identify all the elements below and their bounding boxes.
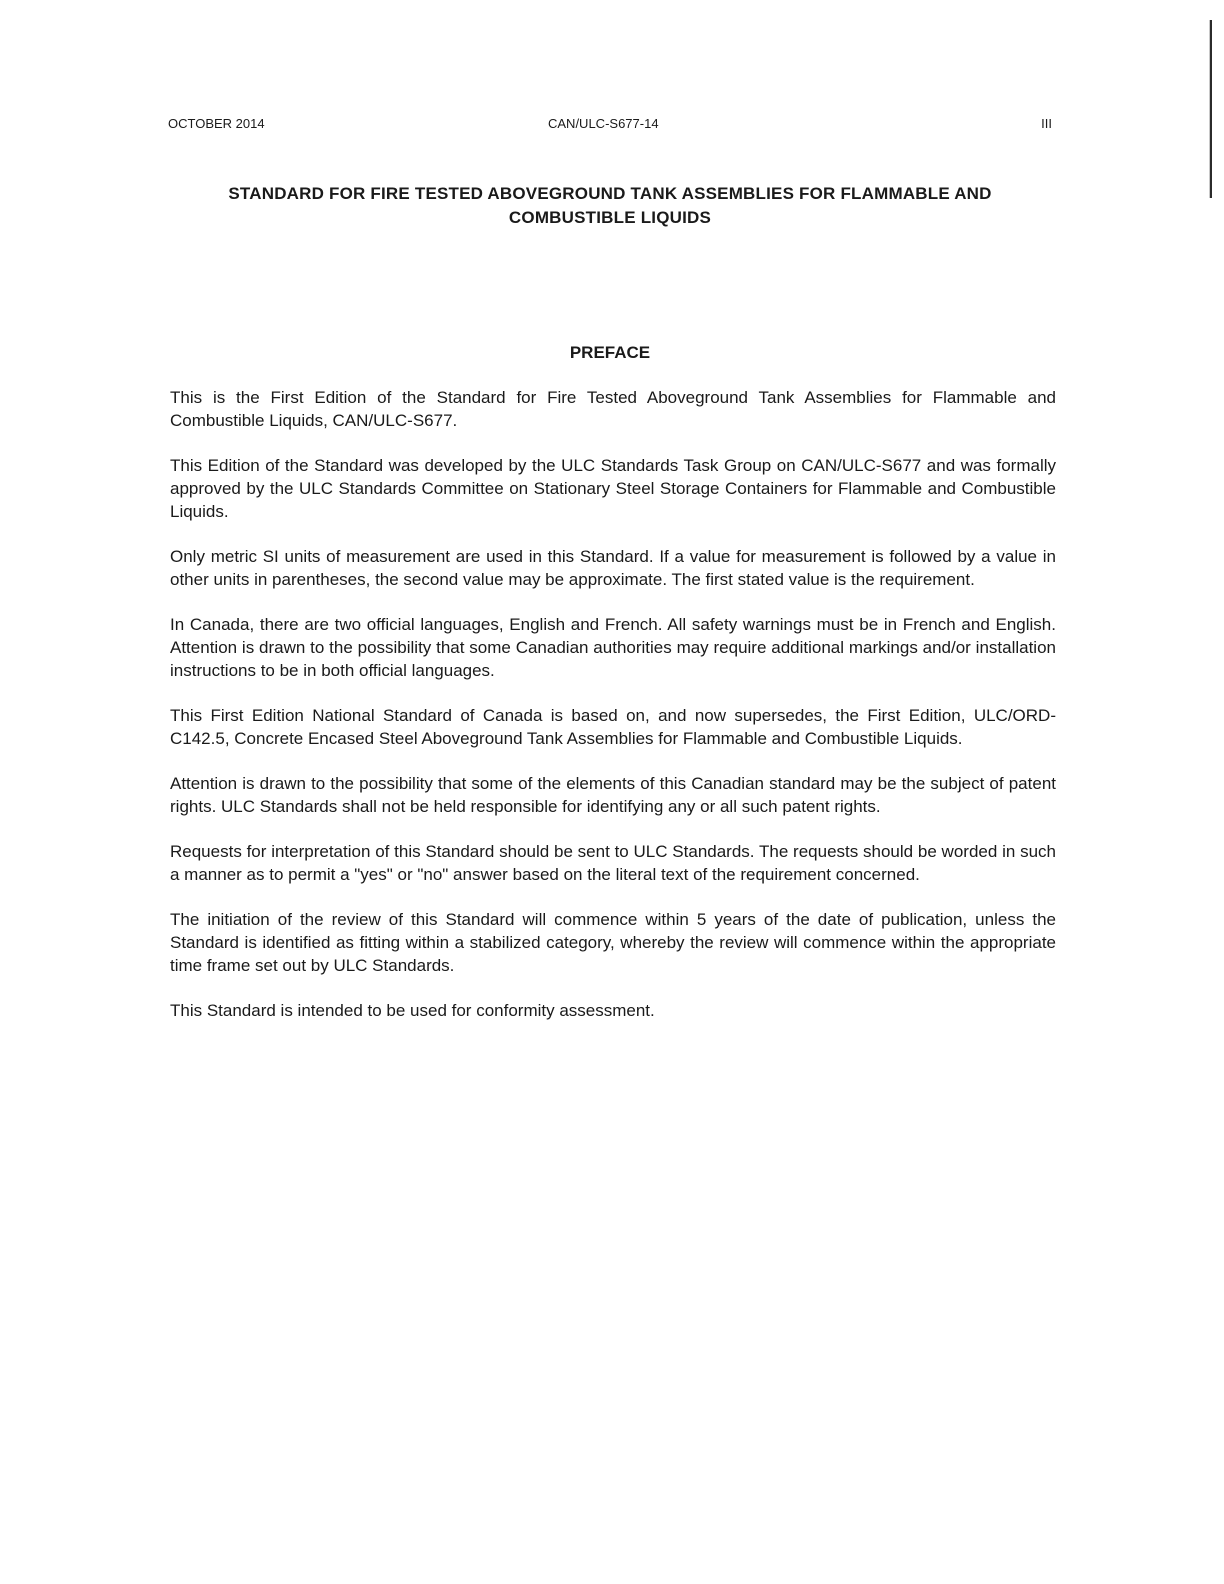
header-page-number: III: [1041, 116, 1052, 131]
preface-body: [170, 386, 1056, 1044]
preface-paragraph-9: This Standard is intended to be used for conformity assessment.: [170, 1001, 655, 1020]
preface-paragraph-2: This Edition of the Standard was developed by the ULC Standards Task Group on CAN/ULC-S677 and was formally approved by the ULC Standards Committee on Stationary Steel Storage Containers for Flammable and Combustible Liquids.: [170, 456, 1056, 521]
document-title-line-2: COMBUSTIBLE LIQUIDS: [508, 208, 712, 227]
scan-edge-line: [1210, 20, 1212, 198]
header-designation: CAN/ULC-S677-14: [548, 116, 659, 131]
preface-paragraph-4: In Canada, there are two official languages, English and French. All safety warnings must be in French and English. Attention is drawn to the possibility that some Canadian authorities may require additional markings and/or installation instructions to be in both official languages.: [170, 615, 1056, 680]
preface-paragraph-7: Requests for interpretation of this Standard should be sent to ULC Standards. The requests should be worded in such a manner as to permit a "yes" or "no" answer based on the literal text of the requirement concerned.: [170, 842, 1056, 884]
preface-paragraph-5: This First Edition National Standard of Canada is based on, and now supersedes, the First Edition, ULC/ORD-C142.5, Concrete Encased Steel Aboveground Tank Assemblies for Flammable and Combustible Liquids.: [170, 706, 1056, 748]
header-date: OCTOBER 2014: [168, 116, 265, 131]
page-header: [168, 116, 1052, 136]
document-title: [168, 182, 1052, 230]
preface-paragraph-8: The initiation of the review of this Standard will commence within 5 years of the date of publication, unless the Standard is identified as fitting within a stabilized category, whereby the review will commence within the appropriate time frame set out by ULC Standards.: [170, 910, 1056, 975]
section-heading-preface: PREFACE: [569, 343, 651, 362]
preface-paragraph-3: Only metric SI units of measurement are used in this Standard. If a value for measurement is followed by a value in other units in parentheses, the second value may be approximate. The first stated value is the requirement.: [170, 547, 1056, 589]
preface-paragraph-1: This is the First Edition of the Standard for Fire Tested Aboveground Tank Assemblies for Flammable and Combustible Liquids, CAN/ULC-S677.: [170, 388, 1056, 430]
preface-paragraph-6: Attention is drawn to the possibility that some of the elements of this Canadian standard may be the subject of patent rights. ULC Standards shall not be held responsible for identifying any or all such patent rights.: [170, 774, 1056, 816]
document-title-line-1: STANDARD FOR FIRE TESTED ABOVEGROUND TANK ASSEMBLIES FOR FLAMMABLE AND: [228, 184, 992, 203]
